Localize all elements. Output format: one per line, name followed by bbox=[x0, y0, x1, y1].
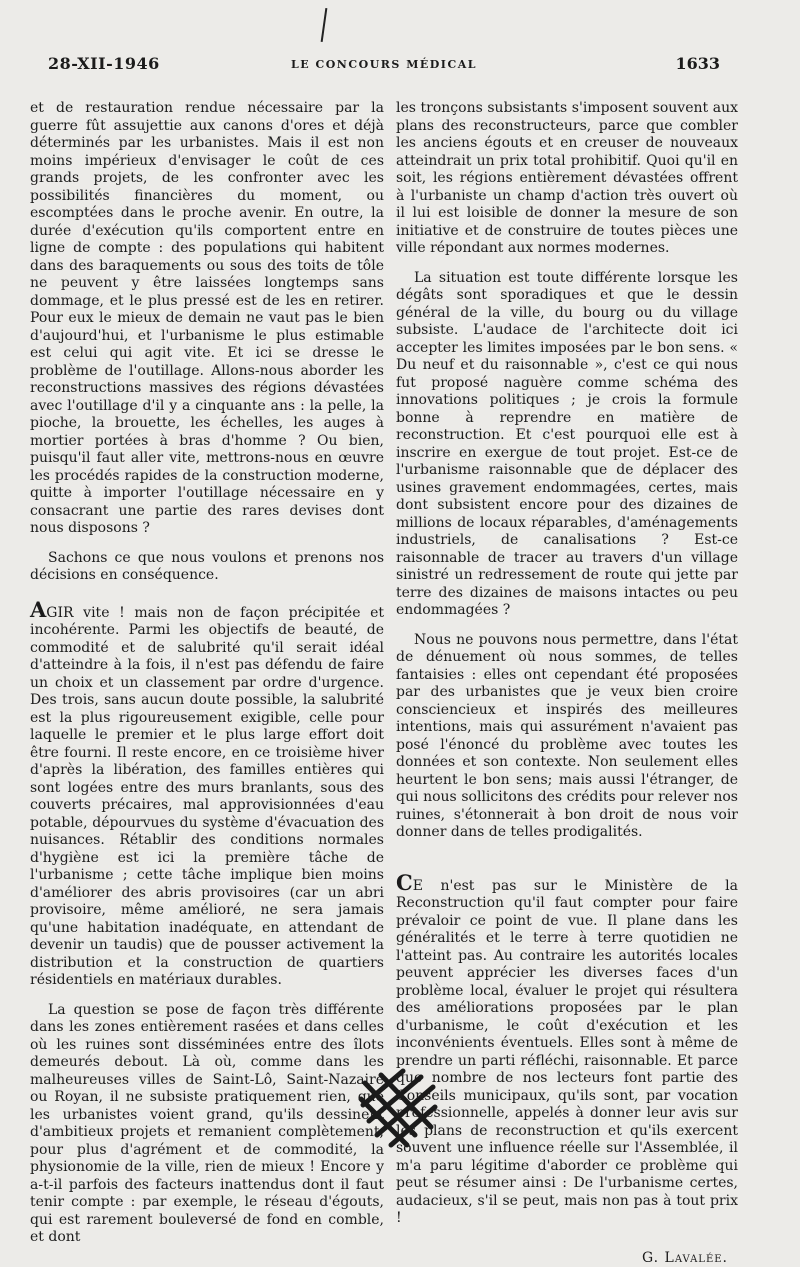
paragraph: La question se pose de façon très différente dans les zones entièrement rasées et dans celles où les ruines sont disséminées entre des îlots demeurés debout. Là où, comme dans les malheureuses villes de Saint-Lô, Saint-Nazaire ou Royan, il ne subsiste pratiquement rien, que les urbanistes voient grand, qu'ils dessinent d'ambitieux projets et remanient complètement, pour plus d'agrément et de commodité, la physionomie de la ville, rien de mieux ! Encore y a-t-il parfois des facteurs inattendus dont il faut tenir compte : par exemple, le réseau d'égouts, qui est rarement bouleversé de fond en comble, et dont bbox=[30, 1002, 384, 1247]
issue-date: 28-XII-1946 bbox=[48, 54, 160, 73]
lead-word: GIR bbox=[46, 605, 73, 621]
author-signature: G. Lavalée. bbox=[396, 1250, 738, 1267]
journal-title: LE CONCOURS MÉDICAL bbox=[48, 58, 720, 71]
page-number: 1633 bbox=[675, 54, 720, 73]
paragraph: les tronçons subsistants s'imposent souvent aux plans des reconstructeurs, parce que combler les anciens égouts et en creuser de nouveaux atteindrait un prix total prohibitif. Quoi qu'il en soit, les régions entièrement dévastées offrent à l'urbaniste un champ d'action très ouvert où il lui est loisible de donner la mesure de son initiative et de construire de toutes pièces une ville répondant aux normes modernes. bbox=[396, 100, 738, 258]
section-paragraph bbox=[30, 603, 384, 990]
left-column bbox=[30, 100, 384, 1247]
page-header bbox=[48, 54, 720, 76]
paragraph: Nous ne pouvons nous permettre, dans l'état de dénuement où nous sommes, de telles fantaisies : elles ont cependant été proposées par des urbanistes que je veux bien croire consciencieux et inspirés des meilleures intentions, mais qui assurément n'avaient pas posé l'énoncé du problème avec toutes les données et son contexte. Non seulement elles heurtent le bon sens; mais aussi l'étranger, de qui nous sollicitons des crédits pour relever nos ruines, s'étonnerait à bon droit de nous voir donner dans de telles prodigalités. bbox=[396, 632, 738, 842]
right-column bbox=[396, 100, 738, 1267]
section-break bbox=[396, 842, 738, 876]
paragraph: et de restauration rendue nécessaire par la guerre fût assujettie aux canons d'ores et déjà déterminés par les urbanistes. Mais il est non moins impérieux d'envisager le coût de ces grands projets, de les confronter avec les possibilités financières du moment, ou escomptées dans le proche avenir. En outre, la durée d'exécution qu'ils comportent entre en ligne de compte : des populations qui habitent dans des baraquements ou sous des toits de tôle ne peuvent y être laissées longtemps sans dommage, et le plus pressé est de les en retirer. Pour eux le mieux de demain ne vaut pas le bien d'aujourd'hui, et l'urbanisme le plus estimable est celui qui agit vite. Et ici se dresse le problème de l'outillage. Allons-nous aborder les reconstructions massives des régions dévastées avec l'outillage d'il y a cinquante ans : la pelle, la pioche, la brouette, les échelles, les auges à mortier portées à bras d'homme ? Ou bien, puisqu'il faut aller vite, mettrons-nous en œuvre les procédés rapides de la construction moderne, quitte à importer l'outillage nécessaire en y consacrant une partie des rares devises dont nous disposons ? bbox=[30, 100, 384, 538]
crosshatch-ornament bbox=[355, 1065, 441, 1151]
section-paragraph bbox=[396, 876, 738, 1228]
paragraph-text: vite ! mais non de façon précipitée et incohérente. Parmi les objectifs de beauté, de commodité et de salubrité qu'il serait idéal d'atteindre à la fois, il n'est pas défendu de faire un choix et un classement par ordre d'urgence. Des trois, sans aucun doute possible, la salubrité est la plus rigoureusement exigible, celle pour laquelle le premier et le plus large effort doit être fourni. Il reste encore, en ce troisième hiver d'après la libération, des familles entières qui sont logées entre des murs branlants, sous des couverts précaires, mal approvisionnées d'eau potable, dépourvues du système d'évacuation des nuisances. Rétablir des conditions normales d'hygiène est ici la première tâche de l'urbanisme ; cette tâche implique bien moins d'améliorer des abris provisoires (car un abri provisoire, même amélioré, ne sera jamais qu'une habitation inadéquate, en attendant de devenir un taudis) que de pousser activement la distribution et la construction de quartiers résidentiels en matériaux durables. bbox=[30, 605, 384, 989]
drop-cap: C bbox=[396, 870, 413, 895]
pencil-mark bbox=[321, 8, 328, 42]
lead-word: E bbox=[413, 878, 423, 894]
drop-cap: A bbox=[30, 597, 46, 622]
paragraph-text: n'est pas sur le Ministère de la Reconstruction qu'il faut compter pour faire prévaloir ce point de vue. Il plane dans les généralités et le terre à terre quotidien ne l'atteint pas. Au contraire les autorités locales peuvent apprécier les diverses faces d'un problème local, évaluer le projet qui résultera des améliorations proposées par le plan d'urbanisme, le coût d'exécution et les inconvénients éventuels. Elles sont à même de prendre un parti réfléchi, raisonnable. Et parce que nombre de nos lecteurs font partie des Conseils municipaux, qu'ils sont, par vocation professionnelle, appelés à donner leur avis sur les plans de reconstruction et qu'ils exercent souvent une influence réelle sur l'Assemblée, il m'a paru légitime d'aborder ce problème qui peut se résumer ainsi : De l'urbanisme certes, audacieux, s'il se peut, mais non pas à tout prix ! bbox=[396, 878, 738, 1227]
paragraph: La situation est toute différente lorsque les dégâts sont sporadiques et que le dessin général de la ville, du bourg ou du village subsiste. L'audace de l'architecte doit ici accepter les limites imposées par le bon sens. « Du neuf et du raisonnable », c'est ce qui nous fut proposé naguère comme schéma des innovations politiques ; je crois la formule bonne à reprendre en matière de reconstruction. Et c'est pourquoi elle est à inscrire en exergue de tout projet. Est-ce de l'urbanisme raisonnable que de déplacer des usines gravement endommagées, certes, mais dont subsistent encore pour des dizaines de millions de locaux réparables, d'aménagements industriels, de canalisations ? Est-ce raisonnable de tracer au travers d'un village sinistré un redressement de route qui jette par terre des dizaines de maisons intactes ou peu endommagées ? bbox=[396, 270, 738, 620]
paragraph: Sachons ce que nous voulons et prenons nos décisions en conséquence. bbox=[30, 550, 384, 585]
